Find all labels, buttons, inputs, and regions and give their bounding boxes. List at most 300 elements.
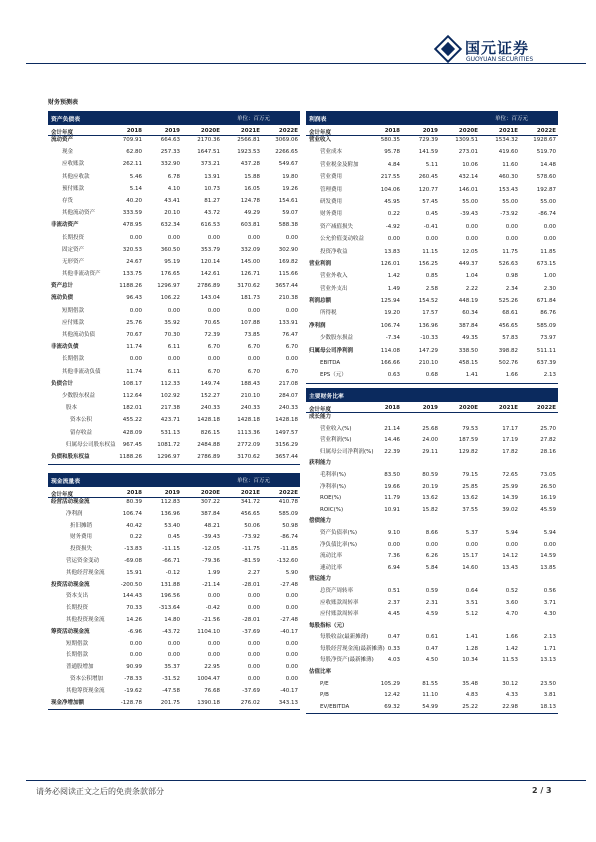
year-header: 2020E <box>200 128 220 134</box>
cell-value: 62.80 <box>126 149 142 156</box>
cell-value: 0.00 <box>207 640 220 647</box>
cell-value: -200.50 <box>120 581 142 588</box>
cell-value: 449.37 <box>458 260 478 267</box>
year-header: 2021E <box>498 405 518 411</box>
cell-value: 3.51 <box>465 599 478 606</box>
cell-value: 166.66 <box>380 360 400 367</box>
cell-value: 95.19 <box>164 258 180 265</box>
column-header-row <box>306 402 558 413</box>
cell-value: 0.00 <box>465 223 478 230</box>
row-label: 经营活动现金流 <box>51 499 90 505</box>
cell-value: 0.00 <box>387 541 400 548</box>
year-header: 2022E <box>536 405 556 411</box>
cell-value: 0.00 <box>247 593 260 600</box>
cell-value: 343.13 <box>278 699 298 706</box>
cell-value: 24.00 <box>422 437 438 444</box>
cell-value: 18.13 <box>540 703 556 710</box>
row-label: 筹资活动现金流 <box>51 628 90 635</box>
cell-value: 6.70 <box>285 344 298 351</box>
cell-value: 15.88 <box>244 173 260 180</box>
cell-value: 187.59 <box>458 437 478 444</box>
row-label: 流动负债 <box>51 295 74 302</box>
cell-value: 14.48 <box>540 161 556 168</box>
cell-value: -73.92 <box>242 534 260 541</box>
cell-value: 14.39 <box>502 495 518 502</box>
cell-value: 104.06 <box>380 186 400 193</box>
cell-value: 26.50 <box>540 483 556 490</box>
table-row <box>306 459 558 471</box>
cell-value: -12.05 <box>202 546 220 553</box>
cell-value: 9.10 <box>387 529 400 536</box>
row-label: 营业外收入 <box>320 273 348 280</box>
cell-value: 1081.72 <box>157 441 180 448</box>
cell-value: 4.70 <box>505 611 518 618</box>
cell-value: 549.67 <box>278 161 298 168</box>
cell-value: 11.74 <box>126 368 142 375</box>
cell-value: 13.43 <box>502 564 518 571</box>
cell-value: 0.00 <box>247 605 260 612</box>
page-number: 2 / 3 <box>532 786 552 795</box>
cell-value: 106.22 <box>160 295 180 302</box>
year-header: 2020E <box>200 490 220 496</box>
cell-value: 4.84 <box>387 161 400 168</box>
row-label: 应付账款周转率 <box>320 611 359 618</box>
column-label: 会计年度 <box>309 407 332 413</box>
table-row <box>306 425 558 437</box>
cell-value: 729.39 <box>418 137 438 143</box>
row-label: 估值比率 <box>309 669 332 676</box>
row-label: 归属母公司净利润(%) <box>320 448 374 455</box>
row-label: 财务费用 <box>70 534 93 541</box>
cell-value: 2.31 <box>425 599 438 606</box>
cell-value: 142.61 <box>200 271 220 278</box>
cell-value: 826.15 <box>200 429 220 436</box>
cell-value: 50.06 <box>244 522 260 529</box>
row-label: 其他非流动资产 <box>62 271 101 278</box>
cell-value: 0.61 <box>425 634 438 641</box>
column-label: 会计年度 <box>51 130 74 136</box>
cell-value: 8.66 <box>425 529 438 536</box>
cell-value: 80.39 <box>126 499 142 505</box>
cell-value: 45.59 <box>540 506 556 513</box>
table-row <box>306 223 558 235</box>
row-label: 归属母公司股东权益 <box>66 441 116 448</box>
cell-value: 43.72 <box>204 210 220 217</box>
cell-value: 25.68 <box>422 425 438 432</box>
table-title: 利润表 <box>309 117 327 123</box>
cell-value: 2.34 <box>505 285 518 292</box>
table-row <box>48 380 300 392</box>
cell-value: 6.26 <box>425 553 438 560</box>
table-row <box>48 628 300 640</box>
cell-value: 2.27 <box>247 569 260 576</box>
cell-value: 210.38 <box>278 295 298 302</box>
row-label: 其他经营现金流 <box>66 569 105 576</box>
cell-value: 0.00 <box>167 356 180 363</box>
cell-value: 80.59 <box>422 471 438 478</box>
cell-value: 0.00 <box>167 640 180 647</box>
row-label: 应付账款 <box>62 319 85 326</box>
cell-value: 664.63 <box>160 137 180 143</box>
cell-value: 0.00 <box>247 356 260 363</box>
cell-value: 0.00 <box>285 605 298 612</box>
row-label: 资产负债率(%) <box>320 529 358 536</box>
cell-value: 0.00 <box>247 234 260 241</box>
table-row <box>48 282 300 294</box>
cell-value: 5.12 <box>465 611 478 618</box>
cell-value: 13.85 <box>540 564 556 571</box>
cell-value: 114.08 <box>380 347 400 354</box>
row-label: 营业收入(%) <box>320 425 352 432</box>
cell-value: 0.00 <box>543 236 556 243</box>
table-row <box>306 371 558 383</box>
table-row <box>48 392 300 404</box>
cell-value: 154.61 <box>278 197 298 204</box>
cell-value: 55.00 <box>462 198 478 205</box>
cell-value: 0.00 <box>129 307 142 314</box>
table-unit: 单位：百万元 <box>494 116 528 122</box>
cell-value: 455.22 <box>122 417 142 424</box>
cell-value: 73.05 <box>540 471 556 478</box>
cell-value: 24.67 <box>126 258 142 265</box>
cell-value: 106.74 <box>122 510 142 517</box>
row-label: 其他投资现金流 <box>66 616 105 623</box>
cell-value: 1.00 <box>543 273 556 280</box>
cell-value: 578.60 <box>536 174 556 181</box>
cell-value: 20.19 <box>422 483 438 490</box>
table-row <box>48 160 300 172</box>
cell-value: 81.27 <box>204 197 220 204</box>
year-header: 2022E <box>278 490 298 496</box>
cell-value: 0.00 <box>465 236 478 243</box>
cell-value: 1923.53 <box>237 149 260 156</box>
cell-value: 13.13 <box>540 657 556 664</box>
cell-value: 37.55 <box>462 506 478 513</box>
cell-value: -73.92 <box>500 211 518 218</box>
cell-value: 129.82 <box>458 448 478 455</box>
table-row <box>48 522 300 534</box>
income-statement-table <box>306 111 558 384</box>
cell-value: 196.56 <box>160 593 180 600</box>
cell-value: 0.63 <box>387 372 400 379</box>
cell-value: 1647.51 <box>197 149 220 156</box>
table-row <box>306 448 558 460</box>
cell-value: 341.72 <box>240 499 260 505</box>
cell-value: 673.15 <box>536 260 556 267</box>
cell-value: -132.60 <box>276 557 298 564</box>
year-header: 2018 <box>384 128 400 134</box>
cell-value: 1928.67 <box>533 137 556 143</box>
cell-value: 95.78 <box>384 149 400 156</box>
cell-value: -0.41 <box>423 223 438 230</box>
cell-value: 531.13 <box>160 429 180 436</box>
cash-flow-table <box>48 473 300 710</box>
cell-value: 22.95 <box>204 664 220 671</box>
cell-value: 1296.97 <box>157 283 180 290</box>
cell-value: -0.42 <box>205 605 220 612</box>
cell-value: 2772.09 <box>237 441 260 448</box>
cell-value: 106.74 <box>380 322 400 329</box>
table-row <box>306 483 558 495</box>
cell-value: 68.61 <box>502 310 518 317</box>
cell-value: 460.30 <box>498 174 518 181</box>
cell-value: -86.74 <box>280 534 298 541</box>
table-row <box>306 506 558 518</box>
table-row <box>306 599 558 611</box>
cell-value: 0.00 <box>285 675 298 682</box>
table-row <box>306 198 558 210</box>
cell-value: 1428.18 <box>275 417 298 424</box>
cell-value: 133.91 <box>278 319 298 326</box>
table-row <box>48 545 300 557</box>
cell-value: 0.00 <box>543 541 556 548</box>
cell-value: 176.65 <box>160 271 180 278</box>
cell-value: 17.57 <box>422 310 438 317</box>
cell-value: 456.65 <box>240 510 260 517</box>
row-label: 存货 <box>62 197 74 204</box>
cell-value: 360.50 <box>160 246 180 253</box>
logo <box>438 37 568 69</box>
cell-value: 143.04 <box>200 295 220 302</box>
cell-value: 6.70 <box>247 344 260 351</box>
cell-value: 0.45 <box>425 211 438 218</box>
year-header: 2021E <box>240 490 260 496</box>
row-label: 利润总额 <box>309 298 332 305</box>
cell-value: 0.00 <box>285 307 298 314</box>
cell-value: 2.22 <box>465 285 478 292</box>
row-label: 速动比率 <box>320 564 343 571</box>
cell-value: 6.11 <box>167 368 180 375</box>
cell-value: 4.33 <box>505 692 518 699</box>
table-row <box>306 413 558 425</box>
row-label: 财务费用 <box>320 211 343 218</box>
cell-value: 3657.44 <box>275 453 298 460</box>
row-label: 资本公积 <box>70 417 93 424</box>
row-label: 净负债比率(%) <box>320 541 358 548</box>
year-header: 2022E <box>536 128 556 134</box>
row-label: 其他非流动负债 <box>62 368 101 375</box>
cell-value: 6.70 <box>207 368 220 375</box>
cell-value: -37.69 <box>242 628 260 635</box>
table-row <box>48 343 300 355</box>
cell-value: 262.11 <box>122 161 142 168</box>
cell-value: -40.17 <box>280 687 298 694</box>
table-row <box>306 436 558 448</box>
financial-ratios-table <box>306 388 558 714</box>
cell-value: 580.35 <box>380 137 400 143</box>
row-label: 营运资金变动 <box>66 557 100 564</box>
header-rule <box>26 63 586 64</box>
cell-value: 4.59 <box>425 611 438 618</box>
cell-value: -66.71 <box>162 557 180 564</box>
cell-value: 1.49 <box>387 285 400 292</box>
cell-value: 108.17 <box>122 380 142 387</box>
cell-value: 19.80 <box>282 173 298 180</box>
cell-value: 3156.29 <box>275 441 298 448</box>
table-row <box>306 587 558 599</box>
cell-value: 1.41 <box>465 372 478 379</box>
cell-value: -81.59 <box>242 557 260 564</box>
table-row <box>306 691 558 703</box>
row-label: 预付账款 <box>62 185 85 192</box>
year-header: 2018 <box>126 128 142 134</box>
cell-value: 1.42 <box>505 645 518 652</box>
row-label: 现金 <box>62 149 74 156</box>
cell-value: 387.84 <box>200 510 220 517</box>
cell-value: 0.85 <box>425 273 438 280</box>
row-label: 营业成本 <box>320 149 343 156</box>
cell-value: 616.53 <box>200 222 220 229</box>
cell-value: 153.43 <box>498 186 518 193</box>
table-row <box>306 471 558 483</box>
cell-value: 5.46 <box>129 173 142 180</box>
table-row <box>48 331 300 343</box>
table-row <box>48 209 300 221</box>
table-header <box>306 111 558 125</box>
cell-value: -313.64 <box>158 605 180 612</box>
cell-value: 124.78 <box>240 197 260 204</box>
cell-value: 105.29 <box>380 680 400 687</box>
cell-value: 1296.97 <box>157 453 180 460</box>
cell-value: 40.42 <box>126 522 142 529</box>
cell-value: 4.10 <box>167 185 180 192</box>
cell-value: 1.41 <box>465 634 478 641</box>
row-label: P/B <box>320 692 329 699</box>
cell-value: 3170.62 <box>237 283 260 290</box>
cell-value: 50.98 <box>282 522 298 529</box>
cell-value: 11.75 <box>502 248 518 255</box>
table-row <box>48 687 300 699</box>
table-row <box>48 185 300 197</box>
cell-value: 81.55 <box>422 680 438 687</box>
table-row <box>48 581 300 593</box>
row-label: 流动资产 <box>51 137 74 143</box>
row-label: 长期借款 <box>62 356 85 363</box>
cell-value: 102.92 <box>160 392 180 399</box>
cell-value: 967.45 <box>122 441 142 448</box>
cell-value: 284.07 <box>278 392 298 399</box>
cell-value: 387.84 <box>458 322 478 329</box>
cell-value: 14.12 <box>502 553 518 560</box>
cell-value: 0.00 <box>167 307 180 314</box>
cell-value: 10.06 <box>462 161 478 168</box>
row-label: ROIC(%) <box>320 506 344 513</box>
table-row <box>306 541 558 553</box>
cell-value: 49.29 <box>244 210 260 217</box>
cell-value: 11.10 <box>422 692 438 699</box>
cell-value: 1390.18 <box>197 699 220 706</box>
section-title: 财务预测表 <box>48 99 79 106</box>
cell-value: 1534.32 <box>495 137 518 143</box>
cell-value: 146.01 <box>458 186 478 193</box>
cell-value: 17.82 <box>502 448 518 455</box>
cell-value: 0.00 <box>207 307 220 314</box>
table-row <box>306 517 558 529</box>
table-row <box>48 533 300 545</box>
cell-value: 21.14 <box>384 425 400 432</box>
table-row <box>306 309 558 321</box>
cell-value: 3170.62 <box>237 453 260 460</box>
cell-value: 6.94 <box>387 564 400 571</box>
cell-value: 217.55 <box>380 174 400 181</box>
cell-value: 76.68 <box>204 687 220 694</box>
cell-value: 525.26 <box>498 298 518 305</box>
cell-value: 152.27 <box>200 392 220 399</box>
column-header-row <box>48 125 300 136</box>
table-header <box>48 111 300 125</box>
table-row <box>306 552 558 564</box>
table-row <box>306 161 558 173</box>
cell-value: -7.34 <box>385 335 400 342</box>
cell-value: 585.09 <box>278 510 298 517</box>
table-row <box>306 645 558 657</box>
cell-value: 432.14 <box>458 174 478 181</box>
cell-value: 25.76 <box>126 319 142 326</box>
year-header: 2020E <box>458 405 478 411</box>
cell-value: 1428.18 <box>237 417 260 424</box>
table-row <box>306 680 558 692</box>
cell-value: 11.74 <box>126 344 142 351</box>
cell-value: 25.99 <box>502 483 518 490</box>
cell-value: 30.12 <box>502 680 518 687</box>
cell-value: 35.37 <box>164 664 180 671</box>
cell-value: 603.81 <box>240 222 260 229</box>
table-row <box>48 136 300 148</box>
cell-value: 0.00 <box>247 307 260 314</box>
cell-value: 257.33 <box>160 149 180 156</box>
cell-value: 0.00 <box>247 652 260 659</box>
cell-value: 57.83 <box>502 335 518 342</box>
cell-value: -47.58 <box>162 687 180 694</box>
cell-value: -28.01 <box>242 616 260 623</box>
cell-value: 273.01 <box>458 149 478 156</box>
cell-value: 25.70 <box>540 425 556 432</box>
cell-value: 10.91 <box>384 506 400 513</box>
cell-value: 6.70 <box>285 368 298 375</box>
table-row <box>48 368 300 380</box>
row-label: 长期投资 <box>62 234 85 241</box>
cell-value: -86.74 <box>538 211 556 218</box>
cell-value: 5.90 <box>285 569 298 576</box>
logo-text-cn: 国元证券 <box>465 39 530 57</box>
cell-value: -11.85 <box>280 546 298 553</box>
table-unit: 单位：百万元 <box>236 116 270 122</box>
cell-value: 1104.10 <box>197 628 220 635</box>
table-row <box>306 186 558 198</box>
row-label: 资本公积增加 <box>70 675 104 682</box>
cell-value: 96.43 <box>126 295 142 302</box>
cell-value: 0.00 <box>129 640 142 647</box>
table-row <box>48 675 300 687</box>
row-label: 短期借款 <box>62 307 85 314</box>
cell-value: 5.11 <box>425 161 438 168</box>
row-label: 营业收入 <box>309 137 332 143</box>
cell-value: 0.51 <box>387 587 400 594</box>
table-row <box>306 633 558 645</box>
cell-value: 0.00 <box>425 541 438 548</box>
cell-value: 12.05 <box>462 248 478 255</box>
cell-value: 22.39 <box>384 448 400 455</box>
row-label: 投资活动现金流 <box>51 581 90 588</box>
cell-value: 0.68 <box>425 372 438 379</box>
cell-value: 11.60 <box>502 161 518 168</box>
cell-value: 448.19 <box>458 298 478 305</box>
cell-value: 307.22 <box>200 499 220 505</box>
cell-value: 22.98 <box>502 703 518 710</box>
row-label: 资产总计 <box>51 283 74 290</box>
cell-value: 112.64 <box>122 392 142 399</box>
cell-value: 1.28 <box>465 645 478 652</box>
